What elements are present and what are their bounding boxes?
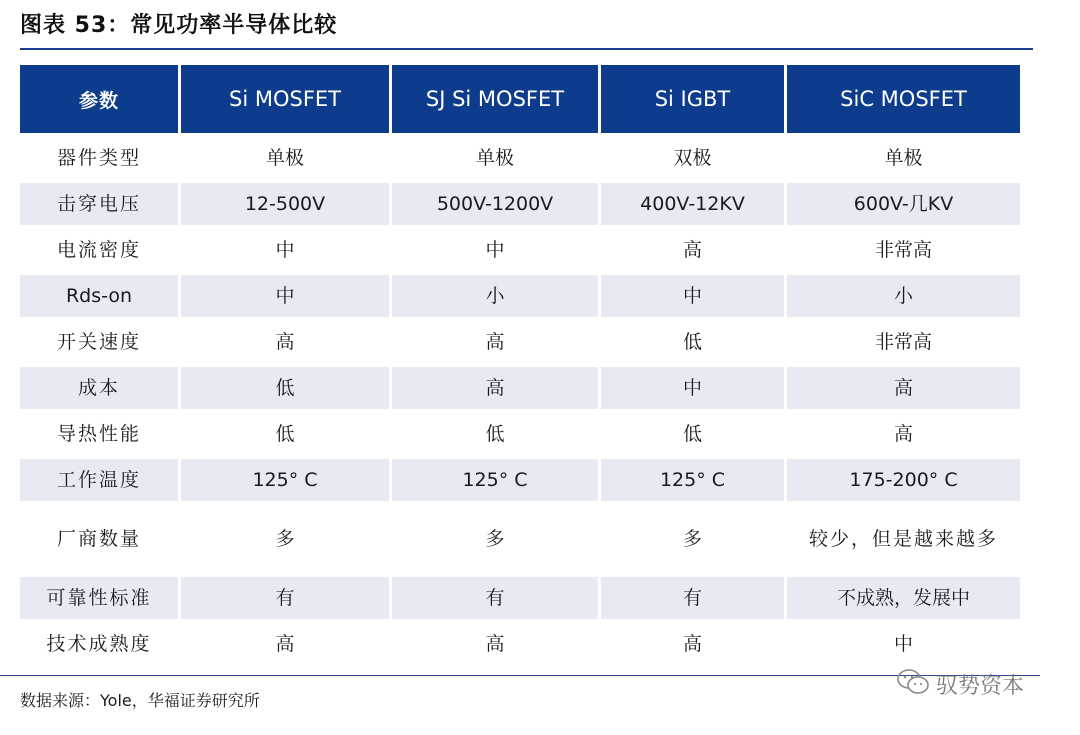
table-cell: 单极 — [884, 146, 923, 169]
table-cell: 600V-几KV — [787, 183, 1020, 225]
table-cell: 有 — [392, 577, 598, 619]
table-cell: 低 — [181, 367, 389, 409]
watermark — [896, 668, 1024, 700]
title-divider — [20, 48, 1033, 50]
table-cell: 单极 — [475, 146, 514, 169]
footer-divider — [0, 675, 1040, 676]
table-cell: 中 — [275, 238, 295, 261]
row-label: 击穿电压 — [20, 183, 178, 225]
table-cell: 双极 — [673, 146, 712, 169]
table-cell: 125° C — [181, 459, 389, 501]
source-note: 数据来源：Yole，华福证券研究所 — [20, 691, 260, 710]
comparison-table — [17, 61, 1023, 669]
table-cell: 中 — [601, 367, 784, 409]
table-cell: 非常高 — [874, 238, 932, 261]
table-cell: 小 — [787, 275, 1020, 317]
table-cell: 不成熟，发展中 — [787, 577, 1020, 619]
row-label: Rds-on — [20, 275, 178, 317]
table-cell: 12-500V — [181, 183, 389, 225]
table-cell: 多 — [682, 527, 702, 550]
row-label: 器件类型 — [56, 146, 141, 169]
table-row — [20, 137, 1020, 179]
table-cell: 中 — [893, 632, 913, 655]
table-cell: 中 — [601, 275, 784, 317]
table-cell: 高 — [275, 330, 295, 353]
watermark-text: 驭势资本 — [936, 673, 1025, 699]
table-cell: 高 — [893, 422, 913, 445]
table-cell: 有 — [601, 577, 784, 619]
table-cell: 高 — [682, 238, 702, 261]
table-cell: 500V-1200V — [392, 183, 598, 225]
table-row — [20, 321, 1020, 363]
header-cell: SJ Si MOSFET — [392, 65, 598, 133]
table-cell: 高 — [485, 632, 505, 655]
table-cell: 中 — [181, 275, 389, 317]
table-cell: 高 — [787, 367, 1020, 409]
table-cell: 低 — [682, 422, 702, 445]
table-row — [20, 367, 1020, 409]
table-cell: 多 — [275, 527, 295, 550]
table-cell: 高 — [275, 632, 295, 655]
table-cell: 低 — [275, 422, 295, 445]
table-cell: 非常高 — [874, 330, 932, 353]
row-label: 开关速度 — [56, 330, 141, 353]
table-cell: 小 — [392, 275, 598, 317]
table-header-row — [20, 65, 1020, 133]
table-row — [20, 413, 1020, 455]
header-cell: 参数 — [20, 65, 178, 133]
table-cell: 400V-12KV — [601, 183, 784, 225]
table-cell: 175-200° C — [787, 459, 1020, 501]
table-cell: 125° C — [392, 459, 598, 501]
row-label: 可靠性标准 — [20, 577, 178, 619]
table-row — [20, 275, 1020, 317]
table-cell: 较少，但是越来越多 — [809, 527, 999, 550]
table-cell: 多 — [485, 527, 505, 550]
header-cell: SiC MOSFET — [787, 65, 1020, 133]
row-label: 导热性能 — [56, 422, 141, 445]
table-cell: 高 — [392, 367, 598, 409]
table-row — [20, 505, 1020, 573]
table-cell: 高 — [682, 632, 702, 655]
table-row — [20, 183, 1020, 225]
table-row — [20, 623, 1020, 665]
table-cell: 有 — [181, 577, 389, 619]
row-label: 工作温度 — [20, 459, 178, 501]
header-cell: Si MOSFET — [181, 65, 389, 133]
table-cell: 高 — [485, 330, 505, 353]
table-cell: 中 — [485, 238, 505, 261]
row-label: 成本 — [20, 367, 178, 409]
table-cell: 单极 — [265, 146, 304, 169]
table-row — [20, 577, 1020, 619]
table-cell: 低 — [485, 422, 505, 445]
table-cell: 低 — [682, 330, 702, 353]
row-label: 技术成熟度 — [46, 632, 152, 655]
figure-title: 图表 53：常见功率半导体比较 — [20, 13, 338, 38]
wechat-icon — [896, 668, 930, 700]
header-cell: Si IGBT — [601, 65, 784, 133]
table-row — [20, 229, 1020, 271]
row-label: 厂商数量 — [56, 527, 141, 550]
row-label: 电流密度 — [56, 238, 141, 261]
table-cell: 125° C — [601, 459, 784, 501]
table-row — [20, 459, 1020, 501]
